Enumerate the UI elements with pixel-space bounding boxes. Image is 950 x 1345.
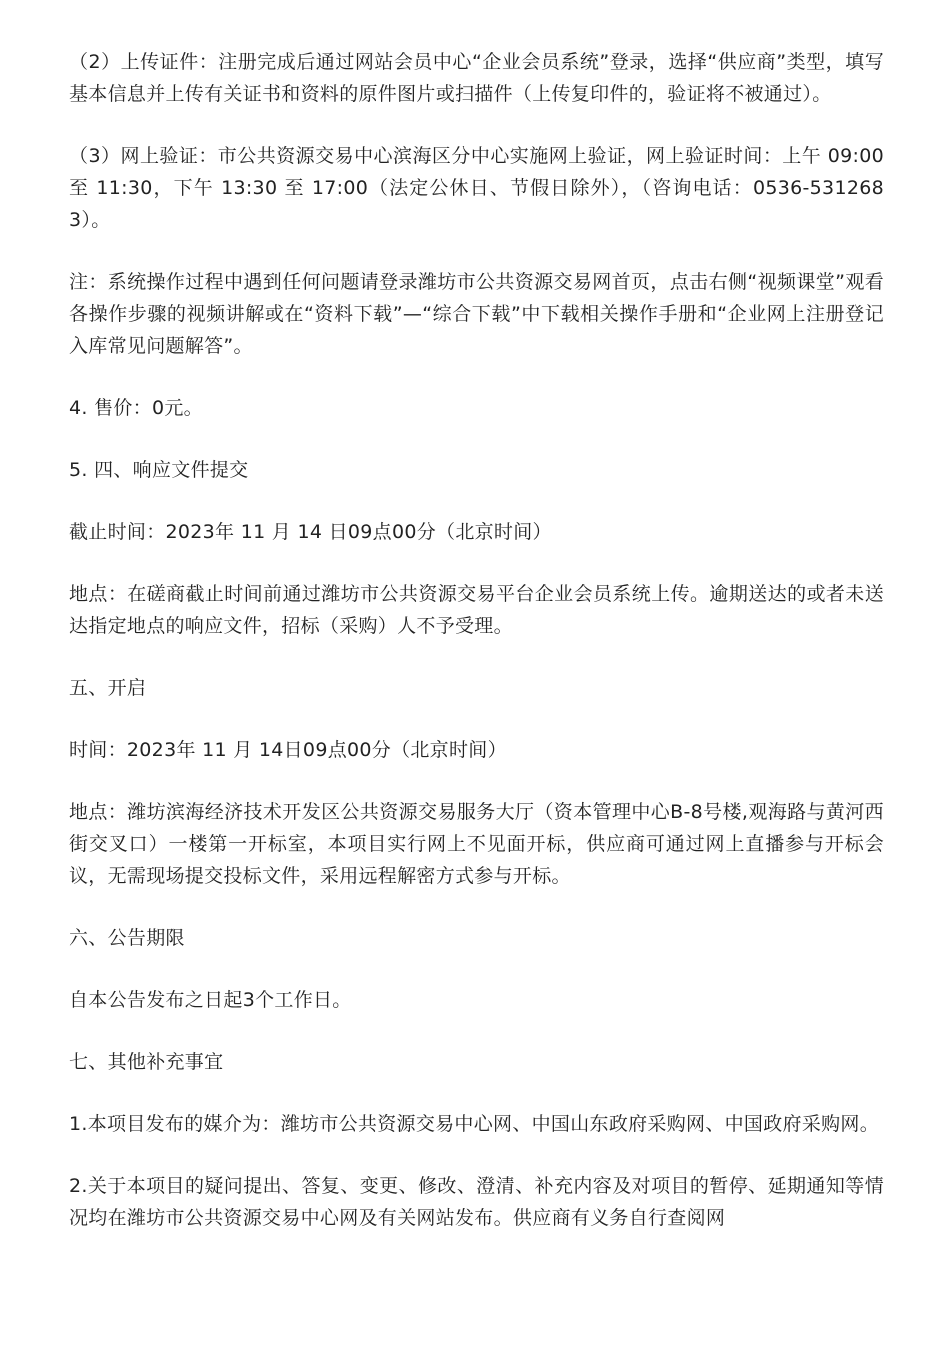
section-heading-opening: 五、开启 bbox=[69, 677, 147, 699]
paragraph-upload-certificates: （2）上传证件：注册完成后通过网站会员中心“企业会员系统”登录，选择“供应商”类型，填写基本信息并上传有关证书和资料的原件图片或扫描件（上传复印件的，验证将不被通过）。 bbox=[69, 51, 884, 105]
section-heading-other-matters: 七、其他补充事宜 bbox=[69, 1051, 224, 1073]
paragraph-price: 4. 售价：0元。 bbox=[69, 397, 203, 419]
paragraph-deadline: 截止时间：2023年 11 月 14 日09点00分（北京时间） bbox=[69, 521, 552, 543]
document-body bbox=[69, 46, 884, 1234]
paragraph-opening-location: 地点：潍坊滨海经济技术开发区公共资源交易服务大厅（资本管理中心B-8号楼,观海路与黄河西街交叉口）一楼第一开标室，本项目实行网上不见面开标，供应商可通过网上直播参与开标会议，无需现场提交投标文件，采用远程解密方式参与开标。 bbox=[69, 801, 884, 887]
paragraph-submission-location: 地点：在磋商截止时间前通过潍坊市公共资源交易平台企业会员系统上传。逾期送达的或者未送达指定地点的响应文件，招标（采购）人不予受理。 bbox=[69, 583, 884, 637]
paragraph-online-verification: （3）网上验证：市公共资源交易中心滨海区分中心实施网上验证，网上验证时间：上午 09:00 至 11:30，下午 13:30 至 17:00（法定公休日、节假日除外），（咨询电话：0536-5312683）。 bbox=[69, 145, 884, 231]
paragraph-note: 注：系统操作过程中遇到任何问题请登录潍坊市公共资源交易网首页，点击右侧“视频课堂”观看各操作步骤的视频讲解或在“资料下载”—“综合下载”中下载相关操作手册和“企业网上注册登记入库常见问题解答”。 bbox=[69, 271, 884, 357]
paragraph-opening-time: 时间：2023年 11 月 14日09点00分（北京时间） bbox=[69, 739, 507, 761]
paragraph-media: 1.本项目发布的媒介为：潍坊市公共资源交易中心网、中国山东政府采购网、中国政府采购网。 bbox=[69, 1113, 880, 1135]
section-heading-announcement-period: 六、公告期限 bbox=[69, 927, 185, 949]
paragraph-announcement-period: 自本公告发布之日起3个工作日。 bbox=[69, 989, 352, 1011]
section-heading-response-submission: 5. 四、响应文件提交 bbox=[69, 459, 249, 481]
paragraph-inquiries: 2.关于本项目的疑问提出、答复、变更、修改、澄清、补充内容及对项目的暂停、延期通知等情况均在潍坊市公共资源交易中心网及有关网站发布。供应商有义务自行查阅网 bbox=[69, 1175, 884, 1229]
